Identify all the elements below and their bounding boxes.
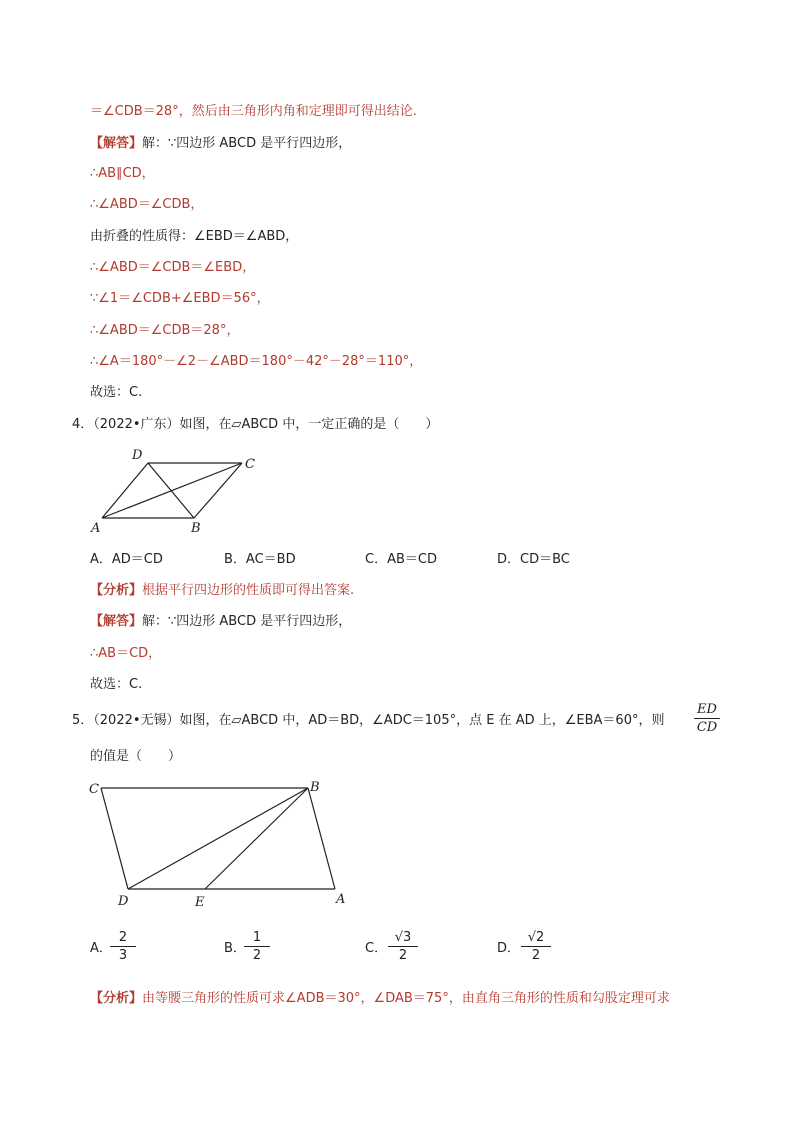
q4-option-d: D．CD＝BC (497, 552, 570, 567)
q5-label-c: C (89, 782, 99, 797)
q5-label-e: E (195, 895, 205, 910)
q4-option-c: C．AB＝CD (365, 552, 437, 567)
text-line-9: ∴∠A＝180°－∠2－∠ABD＝180°－42°－28°＝110°， (90, 354, 423, 369)
q4-choice: 故选：C. (90, 677, 143, 692)
text-line-6: ∴∠ABD＝∠CDB＝∠EBD， (90, 260, 256, 275)
answer-text: 解：∵四边形 ABCD 是平行四边形， (142, 136, 352, 151)
q5-stem-2: 的值是（ ） (90, 749, 182, 764)
text-line-3: ∴AB∥CD， (90, 166, 155, 181)
q4-figure (86, 440, 276, 540)
q5-option-c-letter: C． (365, 941, 388, 956)
choice-line: 故选：C. (90, 385, 143, 400)
answer-line-1 (90, 135, 351, 153)
q5-label-a: A (336, 892, 346, 907)
q4-analysis: 【分析】根据平行四边形的性质即可得出答案. (90, 583, 355, 598)
q5-label-d: D (118, 894, 129, 909)
q5-option-d-letter: D． (497, 941, 521, 956)
q4-label-c: C (245, 457, 255, 472)
q5-stem-fraction: ED CD (694, 702, 720, 735)
q5-option-b-fraction: 1 2 (244, 930, 270, 963)
q5-option-d-fraction: √2 2 (521, 930, 551, 963)
answer-tag: 【解答】 (90, 136, 143, 151)
q4-answer: 【解答】解：∵四边形 ABCD 是平行四边形， (90, 614, 352, 629)
q5-analysis: 【分析】由等腰三角形的性质可求∠ADB＝30°，∠DAB＝75°，由直角三角形的性质和勾股定理可求 (90, 991, 670, 1006)
q4-option-a: A．AD＝CD (90, 552, 163, 567)
q4-stem: 4．（2022•广东）如图，在▱ABCD 中，一定正确的是（ ） (72, 417, 439, 432)
q4-label-d: D (132, 448, 143, 463)
q5-figure (84, 775, 364, 915)
text-line-4: ∴∠ABD＝∠CDB， (90, 197, 204, 212)
text-line-8: ∴∠ABD＝∠CDB＝28°， (90, 323, 240, 338)
q4-answer-2: ∴AB＝CD， (90, 646, 162, 661)
q4-label-a: A (91, 521, 101, 536)
q5-option-a-fraction: 2 3 (110, 930, 136, 963)
q4-label-b: B (191, 521, 201, 536)
q4-option-b: B．AC＝BD (224, 552, 296, 567)
text-line-7: ∵∠1＝∠CDB+∠EBD＝56°， (90, 291, 270, 306)
text-line-1: ＝∠CDB＝28°，然后由三角形内角和定理即可得出结论. (90, 104, 417, 119)
q5-option-a-letter: A． (90, 941, 112, 956)
q5-option-c-fraction: √3 2 (388, 930, 418, 963)
q5-label-b: B (310, 780, 320, 795)
q5-stem: 5．（2022•无锡）如图，在▱ABCD 中，AD＝BD，∠ADC＝105°，点 E 在 AD 上，∠EBA＝60°，则 (72, 713, 665, 728)
q5-option-b-letter: B． (224, 941, 246, 956)
text-line-5: 由折叠的性质得：∠EBD＝∠ABD， (90, 229, 299, 244)
